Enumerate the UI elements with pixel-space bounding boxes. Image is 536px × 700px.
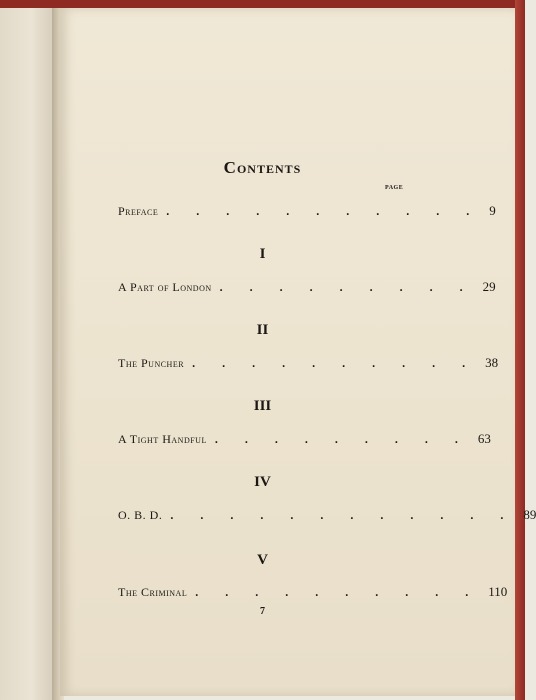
toc-leader-dots: . . . . . . . . . . . . bbox=[170, 508, 516, 522]
toc-entry-page: 63 bbox=[477, 431, 491, 446]
toc-entry-page: 38 bbox=[485, 355, 499, 370]
toc-entry-preface[interactable] bbox=[118, 203, 496, 221]
page-title: Contents bbox=[223, 158, 302, 177]
toc-leader-dots: . . . . . . . . . bbox=[214, 432, 470, 446]
chapter-numeral: I bbox=[259, 246, 266, 262]
toc-entry-page: 110 bbox=[488, 584, 508, 599]
toc-entry-chapter-1[interactable] bbox=[118, 279, 496, 297]
toc-entry-title: O. B. D. bbox=[118, 508, 163, 522]
toc-leader-dots: . . . . . . . . . . bbox=[192, 356, 478, 370]
toc-leader-dots: . . . . . . . . . . . bbox=[166, 204, 482, 218]
toc-entry-title: Preface bbox=[118, 204, 159, 218]
toc-entry-page: 9 bbox=[489, 203, 496, 218]
toc-entry-chapter-3[interactable] bbox=[118, 431, 491, 449]
chapter-numeral: IV bbox=[254, 474, 271, 490]
toc-leader-dots: . . . . . . . . . bbox=[219, 280, 475, 294]
toc-leader-dots: . . . . . . . . . . bbox=[195, 585, 481, 599]
chapter-numeral: V bbox=[257, 552, 268, 568]
book-cover-right-edge bbox=[515, 0, 525, 700]
book-cover-top-edge bbox=[0, 0, 525, 8]
chapter-numeral: III bbox=[253, 398, 272, 414]
toc-entry-chapter-4[interactable] bbox=[118, 507, 536, 525]
page-column-label: PAGE bbox=[385, 185, 404, 191]
toc-entry-title: The Criminal bbox=[118, 585, 188, 599]
toc-entry-title: A Tight Handful bbox=[118, 432, 207, 446]
toc-entry-title: A Part of London bbox=[118, 280, 212, 294]
page-number: 7 bbox=[260, 606, 265, 617]
left-page-edge bbox=[0, 8, 52, 700]
toc-entry-page: 29 bbox=[482, 279, 496, 294]
toc-entry-title: The Puncher bbox=[118, 356, 185, 370]
chapter-numeral: II bbox=[256, 322, 269, 338]
toc-entry-page: 89 bbox=[523, 507, 536, 522]
toc-entry-chapter-5[interactable] bbox=[118, 584, 508, 602]
toc-entry-chapter-2[interactable] bbox=[118, 355, 499, 373]
